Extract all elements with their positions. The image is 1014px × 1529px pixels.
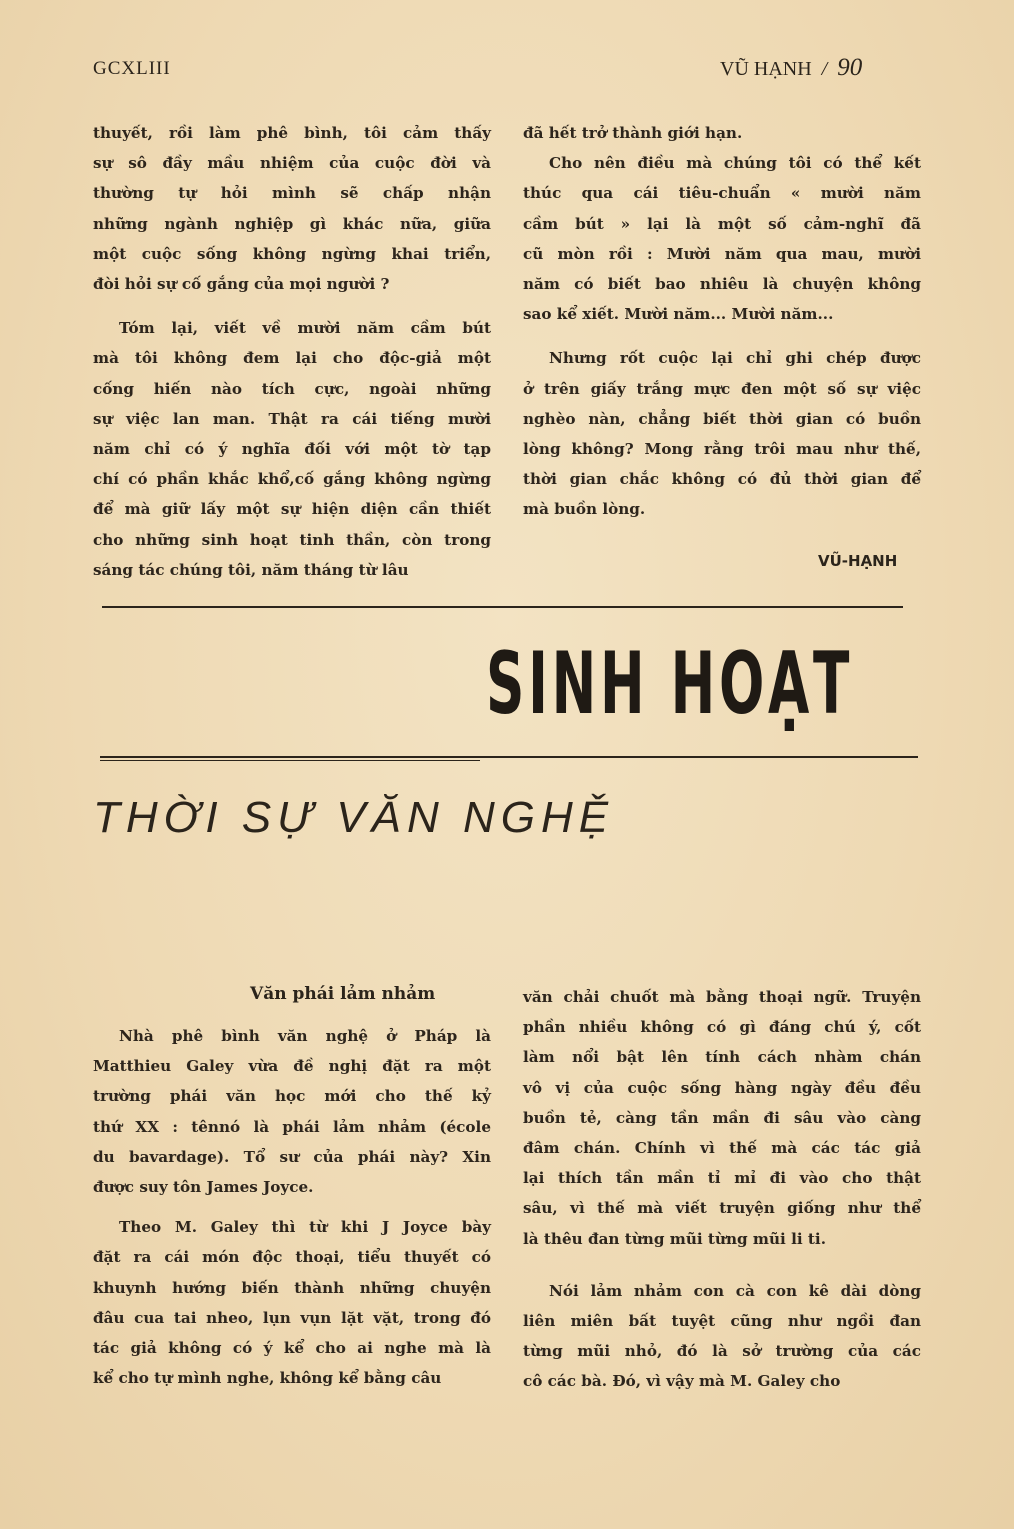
- text-line: được suy tôn James Joyce.: [93, 1178, 314, 1197]
- text-line: mà tôi không đem lại cho độc-giả một: [93, 349, 491, 368]
- text-line: thúc qua cái tiêu-chuẩn « mười năm: [523, 184, 921, 203]
- text-line: Tóm lại, viết về mười năm cầm bút: [119, 319, 491, 338]
- text-line: Nhà phê bình văn nghệ ở Pháp là: [119, 1027, 491, 1045]
- text-line: mà buồn lòng.: [523, 500, 646, 519]
- subsection-title: THỜI SỰ VĂN NGHỆ: [93, 793, 615, 842]
- text-line: để mà giữ lấy một sự hiện diện cần thiết: [93, 500, 491, 519]
- essay-paragraph: [523, 343, 921, 524]
- text-line: là thêu đan từng mũi từng mũi li ti.: [523, 1229, 826, 1248]
- text-line: một cuộc sống không ngừng khai triển,: [93, 244, 491, 263]
- text-line: Nhưng rốt cuộc lại chỉ ghi chép được: [549, 349, 921, 368]
- text-line: Cho nên điều mà chúng tôi có thể kết: [549, 154, 921, 173]
- issue-number: GCXLIII: [93, 58, 171, 79]
- text-line: sao kể xiết. Mười năm... Mười năm...: [523, 305, 834, 324]
- text-line: cống hiến nào tích cực, ngoài những: [93, 379, 491, 398]
- text-line: lại thích tần mần tỉ mỉ đi vào cho thật: [523, 1169, 921, 1188]
- text-line: sáng tác chúng tôi, năm tháng từ lâu: [93, 560, 409, 579]
- essay-column-left: [93, 118, 491, 585]
- section-title: SINH HOẠT: [486, 634, 854, 734]
- text-line: liên miên bất tuyệt cũng như ngồi đan: [523, 1312, 921, 1331]
- essay-paragraph: [93, 118, 491, 299]
- divider-rule-thin: [100, 760, 480, 761]
- article-title: Văn phái lảm nhảm: [250, 984, 436, 1004]
- article-paragraph: [523, 1276, 921, 1397]
- text-line: cô các bà. Đó, vì vậy mà M. Galey cho: [523, 1372, 841, 1391]
- divider-rule: [102, 606, 903, 608]
- article-column-right: [523, 982, 921, 1397]
- text-line: sâu, vì thế mà viết truyện giống như thể: [523, 1199, 921, 1218]
- text-line: buồn tẻ, càng tần mần đi sâu vào càng: [523, 1108, 921, 1127]
- article-paragraph: [93, 1021, 491, 1202]
- text-line: đã hết trở thành giới hạn.: [523, 124, 743, 142]
- text-line: cũ mòn rồi : Mười năm qua mau, mười: [523, 244, 921, 263]
- text-line: thường tự hỏi mình sẽ chấp nhận: [93, 184, 491, 203]
- text-line: năm có biết bao nhiêu là chuyện không: [523, 275, 921, 294]
- header-separator: /: [821, 58, 828, 80]
- text-line: khuynh hướng biến thành những chuyện: [93, 1278, 491, 1297]
- text-line: phần nhiều không có gì đáng chú ý, cốt: [523, 1018, 921, 1037]
- text-line: năm chỉ có ý nghĩa đối với một tờ tạp: [93, 440, 491, 459]
- article-paragraph: [93, 1212, 491, 1393]
- text-line: từng mũi nhỏ, đó là sở trường của các: [523, 1342, 921, 1361]
- text-line: du bavardage). Tổ sư của phái này? Xin: [93, 1147, 491, 1166]
- text-line: kể cho tự mình nghe, không kể bằng câu: [93, 1369, 442, 1388]
- text-line: chí có phần khắc khổ,cố gắng không ngừng: [93, 470, 491, 489]
- page-number: 90: [837, 54, 863, 81]
- text-line: đòi hỏi sự cố gắng của mọi người ?: [93, 275, 390, 294]
- essay-column-right: [523, 118, 921, 525]
- text-line: đâm chán. Chính vì thế mà các tác giả: [523, 1139, 921, 1158]
- essay-paragraph: [523, 148, 921, 329]
- text-line: vô vị của cuộc sống hàng ngày đều đều: [523, 1078, 921, 1097]
- text-line: thứ XX : tênnó là phái lảm nhảm (école: [93, 1117, 491, 1136]
- text-line: sự việc lan man. Thật ra cái tiếng mười: [93, 409, 491, 428]
- text-line: lòng không? Mong rằng trôi mau như thế,: [523, 440, 921, 459]
- text-line: đặt ra cái món độc thoại, tiểu thuyết có: [93, 1248, 491, 1267]
- text-line: Theo M. Galey thì từ khi J Joyce bày: [119, 1218, 491, 1237]
- article-paragraph: [523, 982, 921, 1254]
- text-line: cho những sinh hoạt tinh thần, còn trong: [93, 530, 491, 549]
- text-line: nghèo nàn, chẳng biết thời gian có buồn: [523, 409, 921, 428]
- running-header: [720, 54, 862, 82]
- essay-signature: VŨ-HẠNH: [818, 552, 898, 570]
- essay-paragraph: [93, 313, 491, 585]
- divider-rule: [100, 756, 918, 758]
- text-line: cầm bút » lại là một số cảm-nghĩ đã: [523, 214, 921, 233]
- header-author: VŨ HẠNH: [720, 58, 812, 80]
- text-line: văn chải chuốt mà bằng thoại ngữ. Truyện: [523, 988, 921, 1006]
- text-line: ở trên giấy trắng mực đen một số sự việc: [523, 379, 921, 398]
- text-line: Nói lảm nhảm con cà con kê dài dòng: [549, 1281, 921, 1300]
- text-line: sự sô đầy mầu nhiệm của cuộc đời và: [93, 154, 491, 173]
- essay-paragraph: [523, 118, 921, 148]
- text-line: thời gian chắc không có đủ thời gian để: [523, 470, 921, 489]
- text-line: thuyết, rồi làm phê bình, tôi cảm thấy: [93, 124, 491, 142]
- text-line: đâu cua tai nheo, lụn vụn lặt vặt, trong đó: [93, 1308, 491, 1327]
- text-line: làm nổi bật lên tính cách nhàm chán: [523, 1048, 921, 1067]
- text-line: Matthieu Galey vừa đề nghị đặt ra một: [93, 1057, 491, 1076]
- text-line: tác giả không có ý kể cho ai nghe mà là: [93, 1339, 491, 1358]
- text-line: trường phái văn học mới cho thế kỷ: [93, 1087, 491, 1106]
- text-line: những ngành nghiệp gì khác nữa, giữa: [93, 214, 491, 233]
- article-column-left: [93, 1021, 491, 1393]
